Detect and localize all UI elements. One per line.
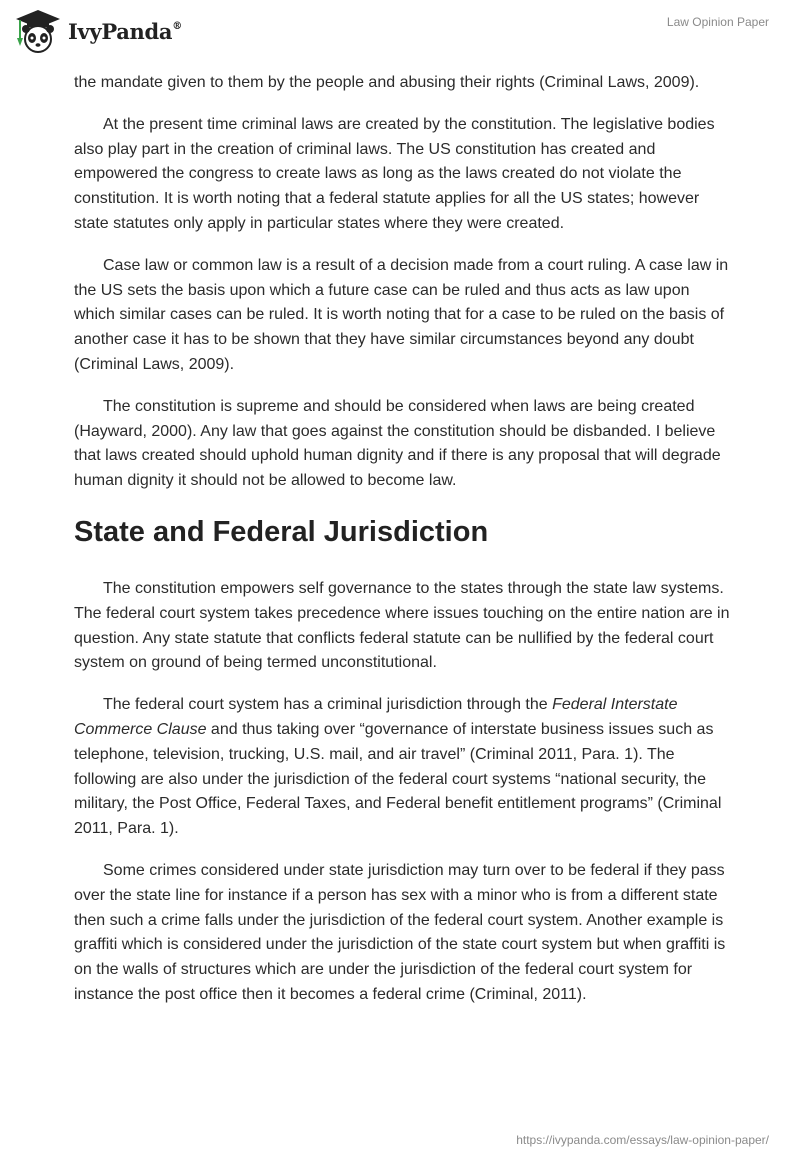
paragraph-4: The constitution empowers self governance to the states through the state law systems. The federal court system takes precedence where issues touching on the entire nation are in question. Any state statute that conflicts federal statute can be nullified by the federal court system on ground of being termed unconstitutional.: [74, 579, 730, 672]
document-title: Law Opinion Paper: [666, 15, 769, 29]
panda-graduate-icon: [12, 8, 64, 54]
brand-name: IvyPanda®: [68, 18, 182, 44]
paragraph-1: At the present time criminal laws are created by the constitution. The legislative bodies also play part in the creation of criminal laws. The US constitution has created and empowered the congress to create laws as long as the laws created do not violate the constitution. It is worth noting that a federal statute applies for all the US states; however state statutes only apply in particular states where they were created.: [74, 115, 715, 232]
paragraph-0: the mandate given to them by the people and abusing their rights (Criminal Laws, 2009).: [74, 74, 700, 91]
paragraph-3: The constitution is supreme and should be considered when laws are being created (Hayward, 2000). Any law that goes against the constitution should be disbanded. I believe that laws created should uphold human dignity and if there is any proposal that will degrade human dignity it should not be allowed to become law.: [74, 397, 721, 490]
section-heading: State and Federal Jurisdiction: [74, 515, 489, 548]
source-url[interactable]: https://ivypanda.com/essays/law-opinion-paper/: [516, 1133, 769, 1147]
paragraph-6: Some crimes considered under state jurisdiction may turn over to be federal if they pass over the state line for instance if a person has sex with a minor who is from a different state then such a crime falls under the jurisdiction of the federal court system. Another example is graffiti which is considered under the jurisdiction of the state court system but when graffiti is on the walls of structures which are under the jurisdiction of the federal court system for instance the post office then it becomes a federal crime (Criminal, 2011).: [74, 861, 726, 1003]
page-header: [0, 0, 800, 64]
paragraph-5-italic: Federal Interstate Commerce Clause: [74, 696, 678, 738]
paragraph-2: Case law or common law is a result of a decision made from a court ruling. A case law in the US sets the basis upon which a future case can be ruled and thus acts as law upon which similar cases can be ruled. It is worth noting that for a case to be ruled on the basis of another case it has to be shown that they have similar circumstances beyond any doubt (Criminal Laws, 2009).: [74, 256, 729, 373]
essay-content: [74, 71, 734, 1025]
paragraph-5-text-b: and thus taking over “governance of interstate business issues such as telephone, television, trucking, U.S. mail, and air travel” (Criminal 2011, Para. 1). The following are also under the jurisdiction of the federal court systems “national security, the military, the Post Office, Federal Taxes, and Federal benefit entitlement programs” (Criminal 2011, Para. 1).: [74, 720, 722, 838]
paragraph-5-text-a: The federal court system has a criminal jurisdiction through the: [103, 696, 553, 714]
brand-logo[interactable]: [12, 8, 182, 54]
paragraph-5: [74, 693, 734, 842]
